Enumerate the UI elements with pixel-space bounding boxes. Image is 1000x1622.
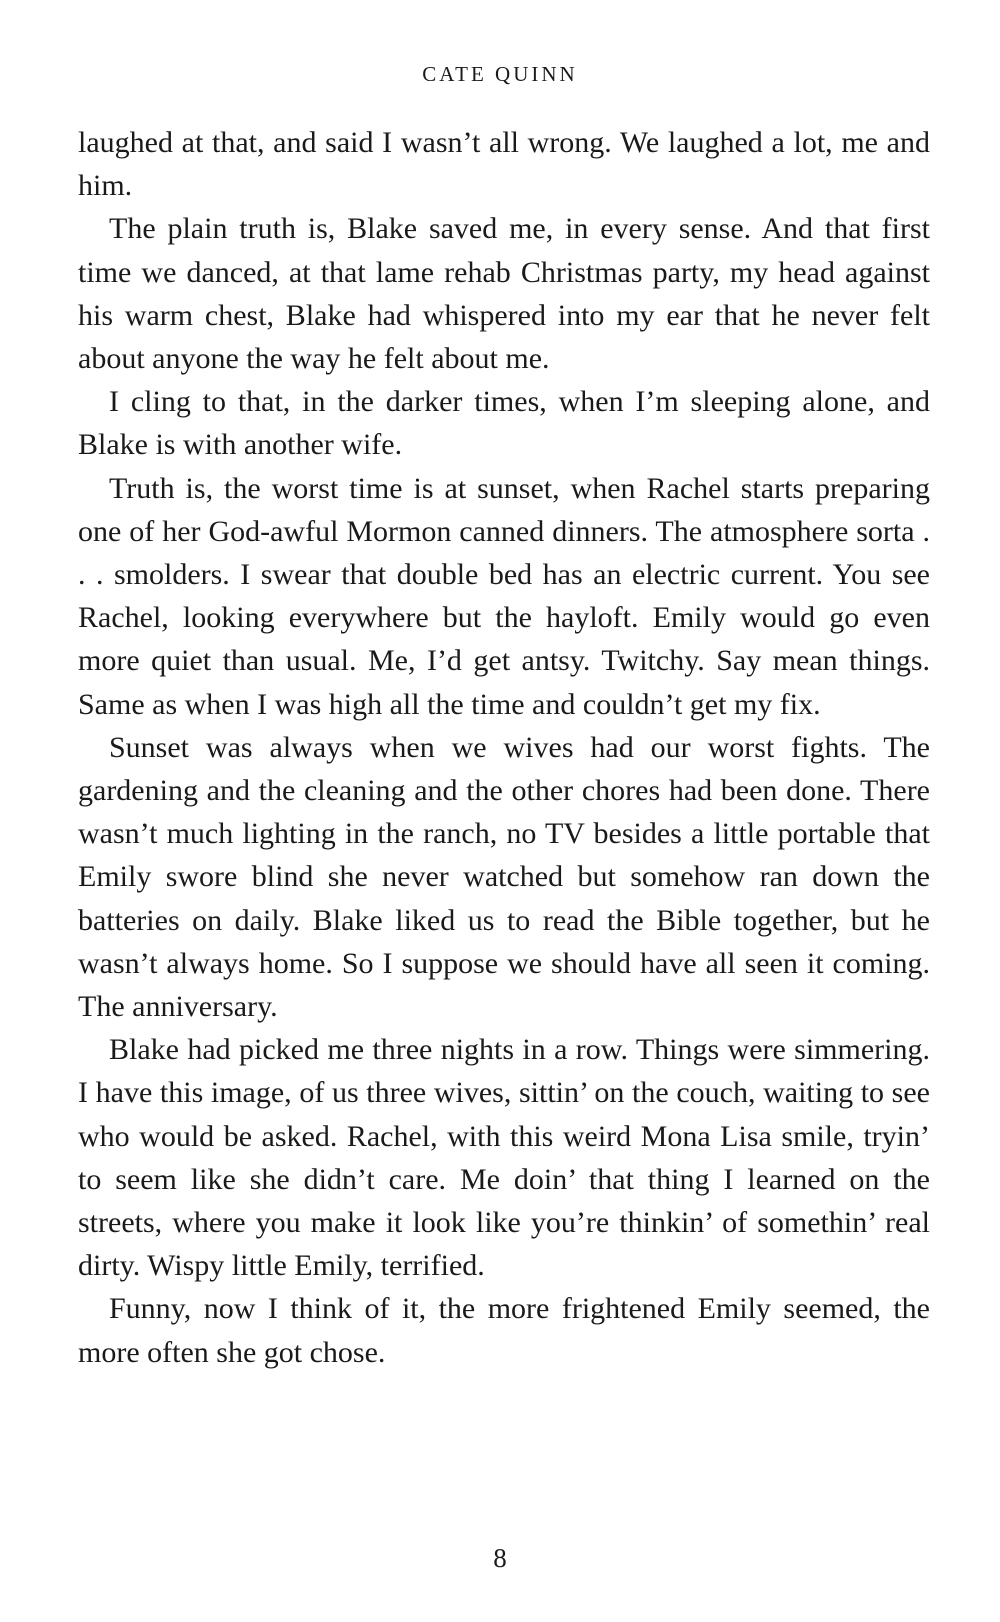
paragraph: The plain truth is, Blake saved me, in every sense. And that first time we danced, at that lame rehab Christmas party, my head against his warm chest, Blake had whispered into my ear that he never felt about anyone the way he felt about me. — [78, 212, 930, 376]
paragraph: Funny, now I think of it, the more frightened Emily seemed, the more often she got chose. — [78, 1292, 930, 1369]
running-head: CATE QUINN — [422, 62, 578, 86]
page-number: 8 — [493, 1543, 507, 1573]
paragraph: I cling to that, in the darker times, when I’m sleeping alone, and Blake is with another wife. — [78, 385, 930, 462]
body-text — [78, 121, 930, 1374]
paragraph: Sunset was always when we wives had our worst fights. The gardening and the cleaning and the other chores had been done. There wasn’t much lighting in the ranch, no TV besides a little portable that Emily swore blind she never watched but somehow ran down the batteries on daily. Blake liked us to read the Bible together, but he wasn’t always home. So I suppose we should have all seen it coming. The anniversary. — [78, 730, 930, 1024]
paragraph: laughed at that, and said I wasn’t all wrong. We laughed a lot, me and him. — [78, 126, 930, 203]
paragraph: Truth is, the worst time is at sunset, when Rachel starts preparing one of her God-awful Mormon canned dinners. The atmosphere sorta . . . smolders. I swear that double bed has an electric current. You see Rachel, looking everywhere but the hayloft. Emily would go even more quiet than usual. Me, I’d get antsy. Twitchy. Say mean things. Same as when I was high all the time and couldn’t get my fix. — [78, 471, 930, 721]
paragraph: Blake had picked me three nights in a row. Things were simmering. I have this image, of us three wives, sittin’ on the couch, waiting to see who would be asked. Rachel, with this weird Mona Lisa smile, tryin’ to seem like she didn’t care. Me doin’ that thing I learned on the streets, where you make it look like you’re thinkin’ of somethin’ real dirty. Wispy little Emily, terrified. — [78, 1033, 930, 1283]
